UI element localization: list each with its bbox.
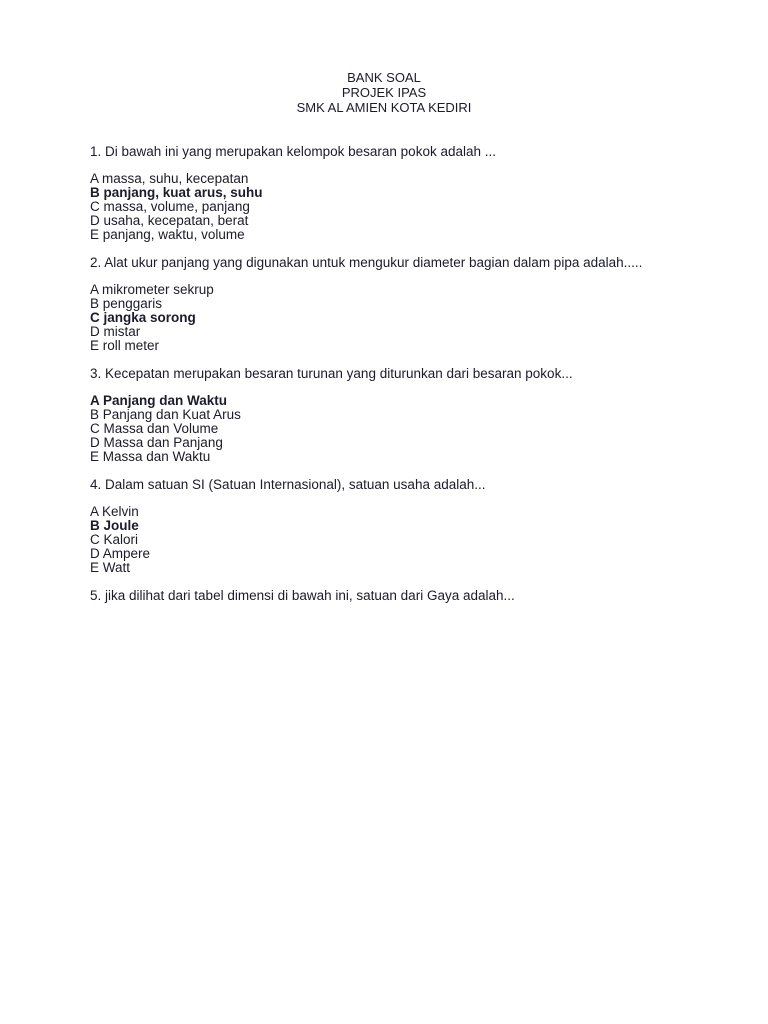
question-1	[90, 145, 690, 242]
option-c-correct: C jangka sorong	[90, 310, 196, 325]
option-e: E panjang, waktu, volume	[90, 227, 245, 242]
answer-options	[90, 505, 690, 575]
header-project: PROJEK IPAS	[341, 85, 427, 100]
option-c: C Massa dan Volume	[90, 421, 219, 436]
question-4	[90, 478, 690, 575]
answer-options	[90, 172, 690, 242]
option-b: B Panjang dan Kuat Arus	[90, 407, 241, 422]
question-text: 4. Dalam satuan SI (Satuan Internasional), satuan usaha adalah...	[90, 477, 486, 492]
answer-options	[90, 283, 690, 353]
option-a-correct: A Panjang dan Waktu	[90, 393, 228, 408]
question-text: 3. Kecepatan merupakan besaran turunan yang diturunkan dari besaran pokok...	[90, 366, 573, 381]
option-d: D Massa dan Panjang	[90, 435, 223, 450]
option-a: A Kelvin	[90, 504, 139, 519]
option-e: E Watt	[90, 560, 131, 575]
option-d: D mistar	[90, 324, 141, 339]
option-a: A massa, suhu, kecepatan	[90, 171, 249, 186]
option-d: D usaha, kecepatan, berat	[90, 213, 249, 228]
header-school: SMK AL AMIEN KOTA KEDIRI	[296, 100, 472, 115]
option-d: D Ampere	[90, 546, 151, 561]
question-2	[90, 256, 690, 353]
answer-options	[90, 394, 690, 464]
option-b: B penggaris	[90, 296, 163, 311]
option-a: A mikrometer sekrup	[90, 282, 214, 297]
option-b-correct: B panjang, kuat arus, suhu	[90, 185, 263, 200]
header-title: BANK SOAL	[347, 70, 421, 85]
option-e: E Massa dan Waktu	[90, 449, 211, 464]
question-5	[90, 589, 690, 603]
option-c: C Kalori	[90, 532, 139, 547]
option-c: C massa, volume, panjang	[90, 199, 250, 214]
question-list	[90, 145, 690, 617]
question-3	[90, 367, 690, 464]
option-e: E roll meter	[90, 338, 160, 353]
document-header	[0, 70, 768, 115]
question-text: 1. Di bawah ini yang merupakan kelompok besaran pokok adalah ...	[90, 144, 496, 159]
question-text: 2. Alat ukur panjang yang digunakan untuk mengukur diameter bagian dalam pipa adalah.....	[90, 255, 643, 270]
option-b-correct: B Joule	[90, 518, 139, 533]
question-text: 5. jika dilihat dari tabel dimensi di bawah ini, satuan dari Gaya adalah...	[90, 588, 515, 603]
